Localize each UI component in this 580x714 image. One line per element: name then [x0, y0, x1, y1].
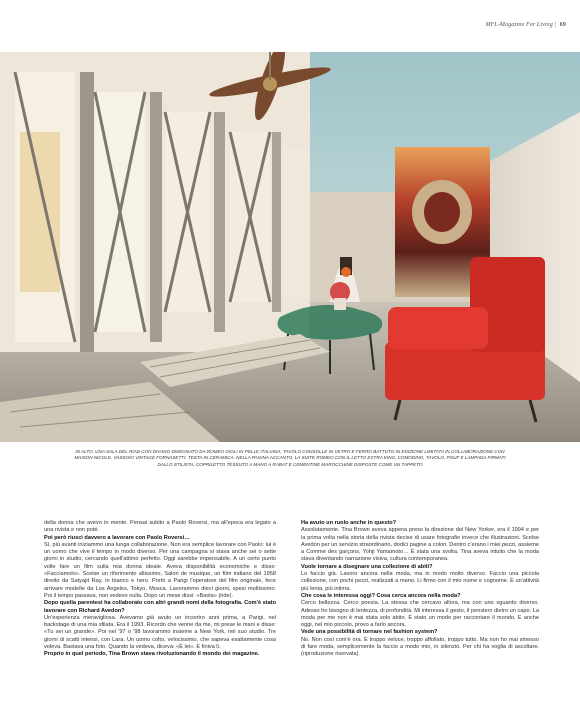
interview-question: Dopo quella parentesi ha collaborato con altri grandi nomi della fotografia. Com'è stato lavorare con Richard Avedon? — [44, 600, 276, 614]
interview-answer: No. Non così com'è ora. È troppo veloce, troppo affollato, troppo tutto. Ma non ho mai smesso di fare moda, semplicemente la faccio a modo mio, in silenzio. Per chi ha voglia di ascoltare. (riproduzione riservata) — [301, 636, 539, 658]
interview-answer: Cerco bellezza. Cerco poesia. La stessa che cercavo allora, ma con uno sguardo diverso. Adesso ho bisogno di lentezza, di profondità. Mi interessa il gesto, il pensiero dietro un capo. La moda per me non è mai stata solo abito. È stato un modo per raccontare il mondo. E anche oggi, nel mio piccolo, provo a farlo ancora. — [301, 600, 539, 629]
interview-question: Proprio in quel periodo, Tina Brown stava rivoluzionando il mondo dei magazine. — [44, 651, 260, 658]
magazine-name: MFL-Magazine For Living — [485, 22, 553, 28]
interview-question: Poi però riuscì davvero a lavorare con Paolo Roversi… — [44, 534, 190, 541]
interview-answer: Assolutamente. Tina Brown aveva appena preso la direzione del New Yorker, era il 1994 e per la prima volta nella storia della rivista decise di usare fotografie invece che illustrazioni. Scelse Avedon per un servizio straordinario, dodici pagine a colori. Dentro c'erano i miei pezzi, assieme a Comme des garçons, Yohji Yamamoto… È stata una svolta. Tina aveva intuito che la moda stava diventando narrazione visiva, cultura contemporanea. — [301, 527, 539, 563]
interview-answer: Lo faccio già. Lavoro ancora nella moda, ma in modo molto diverso. Faccio una piccola collezione, con pochi pezzi, realizzati a mano. Li firmo con il mio nome e cognome. È un'attività più lenta, più intima. — [301, 571, 539, 592]
interview-answer: Sì, più avanti iniziammo una lunga collaborazione. Non era semplice lavorare con Paolo: lui è un uomo che vive il tempo in modo diverso. Per una campagna si stava anche sei o sette giorni in studio, cercando quell'attimo perfetto. Oggi sarebbe impensabile. A un certo punto volle fare un film sulla mia donna ideale. Aveva disponibilità economiche e disse: «Facciamolo». Scelse un riferimento altissimo, Salon de musique, un film indiano del 1958 diretto da Satyajit Ray, in bianco e nero. Portò a Parigi l'operatore del film originale, fece arrivare modelle da Los Angeles, Tokyo, Mosca. Lavorammo dieci giorni, spesi moltissimo. Poi il tempo passava, non vedevo nulla. Dopo un mese dissi: «Basta» (ride). — [44, 541, 276, 599]
running-header: MFL-Magazine For Living | 69 — [485, 22, 566, 28]
photo-caption: IN ALTO, UNA SALA DEL RIAD CON DIVANO DISEGNATO DA ROMEO GIGLI IN PELLE ITALIANA, TAVOLO CONSOLLE IN VETRO E FERRO BATTUTO IN EDIZIONE LIMITATA IN COLLABORAZIONE CON MAISON NICOLE, VASSOIO VINTAGE FORNASETTI, TESTA IN CERAMICA. NELLA PAGINA ACCANTO, LA SUITE ROMEO CON IL LETTO EXTRA KING, COMODINO, TAVOLO, POUF E LAMPADA FIRMATI DALLO STILISTA, COPRILETTO TESSUTO A MANO A RABAT E CEMENTINE MAROCCHINE DISPOSTE COME UN TAPPETO — [74, 449, 506, 467]
interior-photo — [0, 52, 580, 442]
interview-question: Vuole tornare a disegnare una collezione di abiti? — [301, 563, 433, 570]
article-column-left — [44, 520, 276, 659]
interview-question: Vede una possibilità di tornare nel fashion system? — [301, 629, 438, 636]
interview-question: Che cosa le interessa oggi? Cosa cerca ancora nella moda? — [301, 592, 461, 599]
interview-question: Ha avuto un ruolo anche in questo? — [301, 520, 397, 526]
article-column-right — [301, 520, 539, 659]
page-number: 69 — [559, 22, 566, 28]
interview-answer: della donna che avevo in mente. Pensai subito a Paolo Roversi, ma all'epoca era legato a una rivista e non poté. — [44, 520, 276, 534]
interview-answer: Un'esperienza meravigliosa. Avevamo già avuto un incontro anni prima, a Parigi, nel backstage di una mia sfilata. Era il 1993. Ricordo che venne da me, mi prese le mani e disse: «Tu sei un grande». Poi nel '97 o '98 lavorammo insieme a New York, nel suo studio. Tre giorni di scatti intensi, con Lara. Un uomo colto, velocissimo, che sapeva esattamente cosa voleva. Bastava una foto. Quando la vedeva, diceva: «È lei». E finiva lì. — [44, 614, 276, 651]
